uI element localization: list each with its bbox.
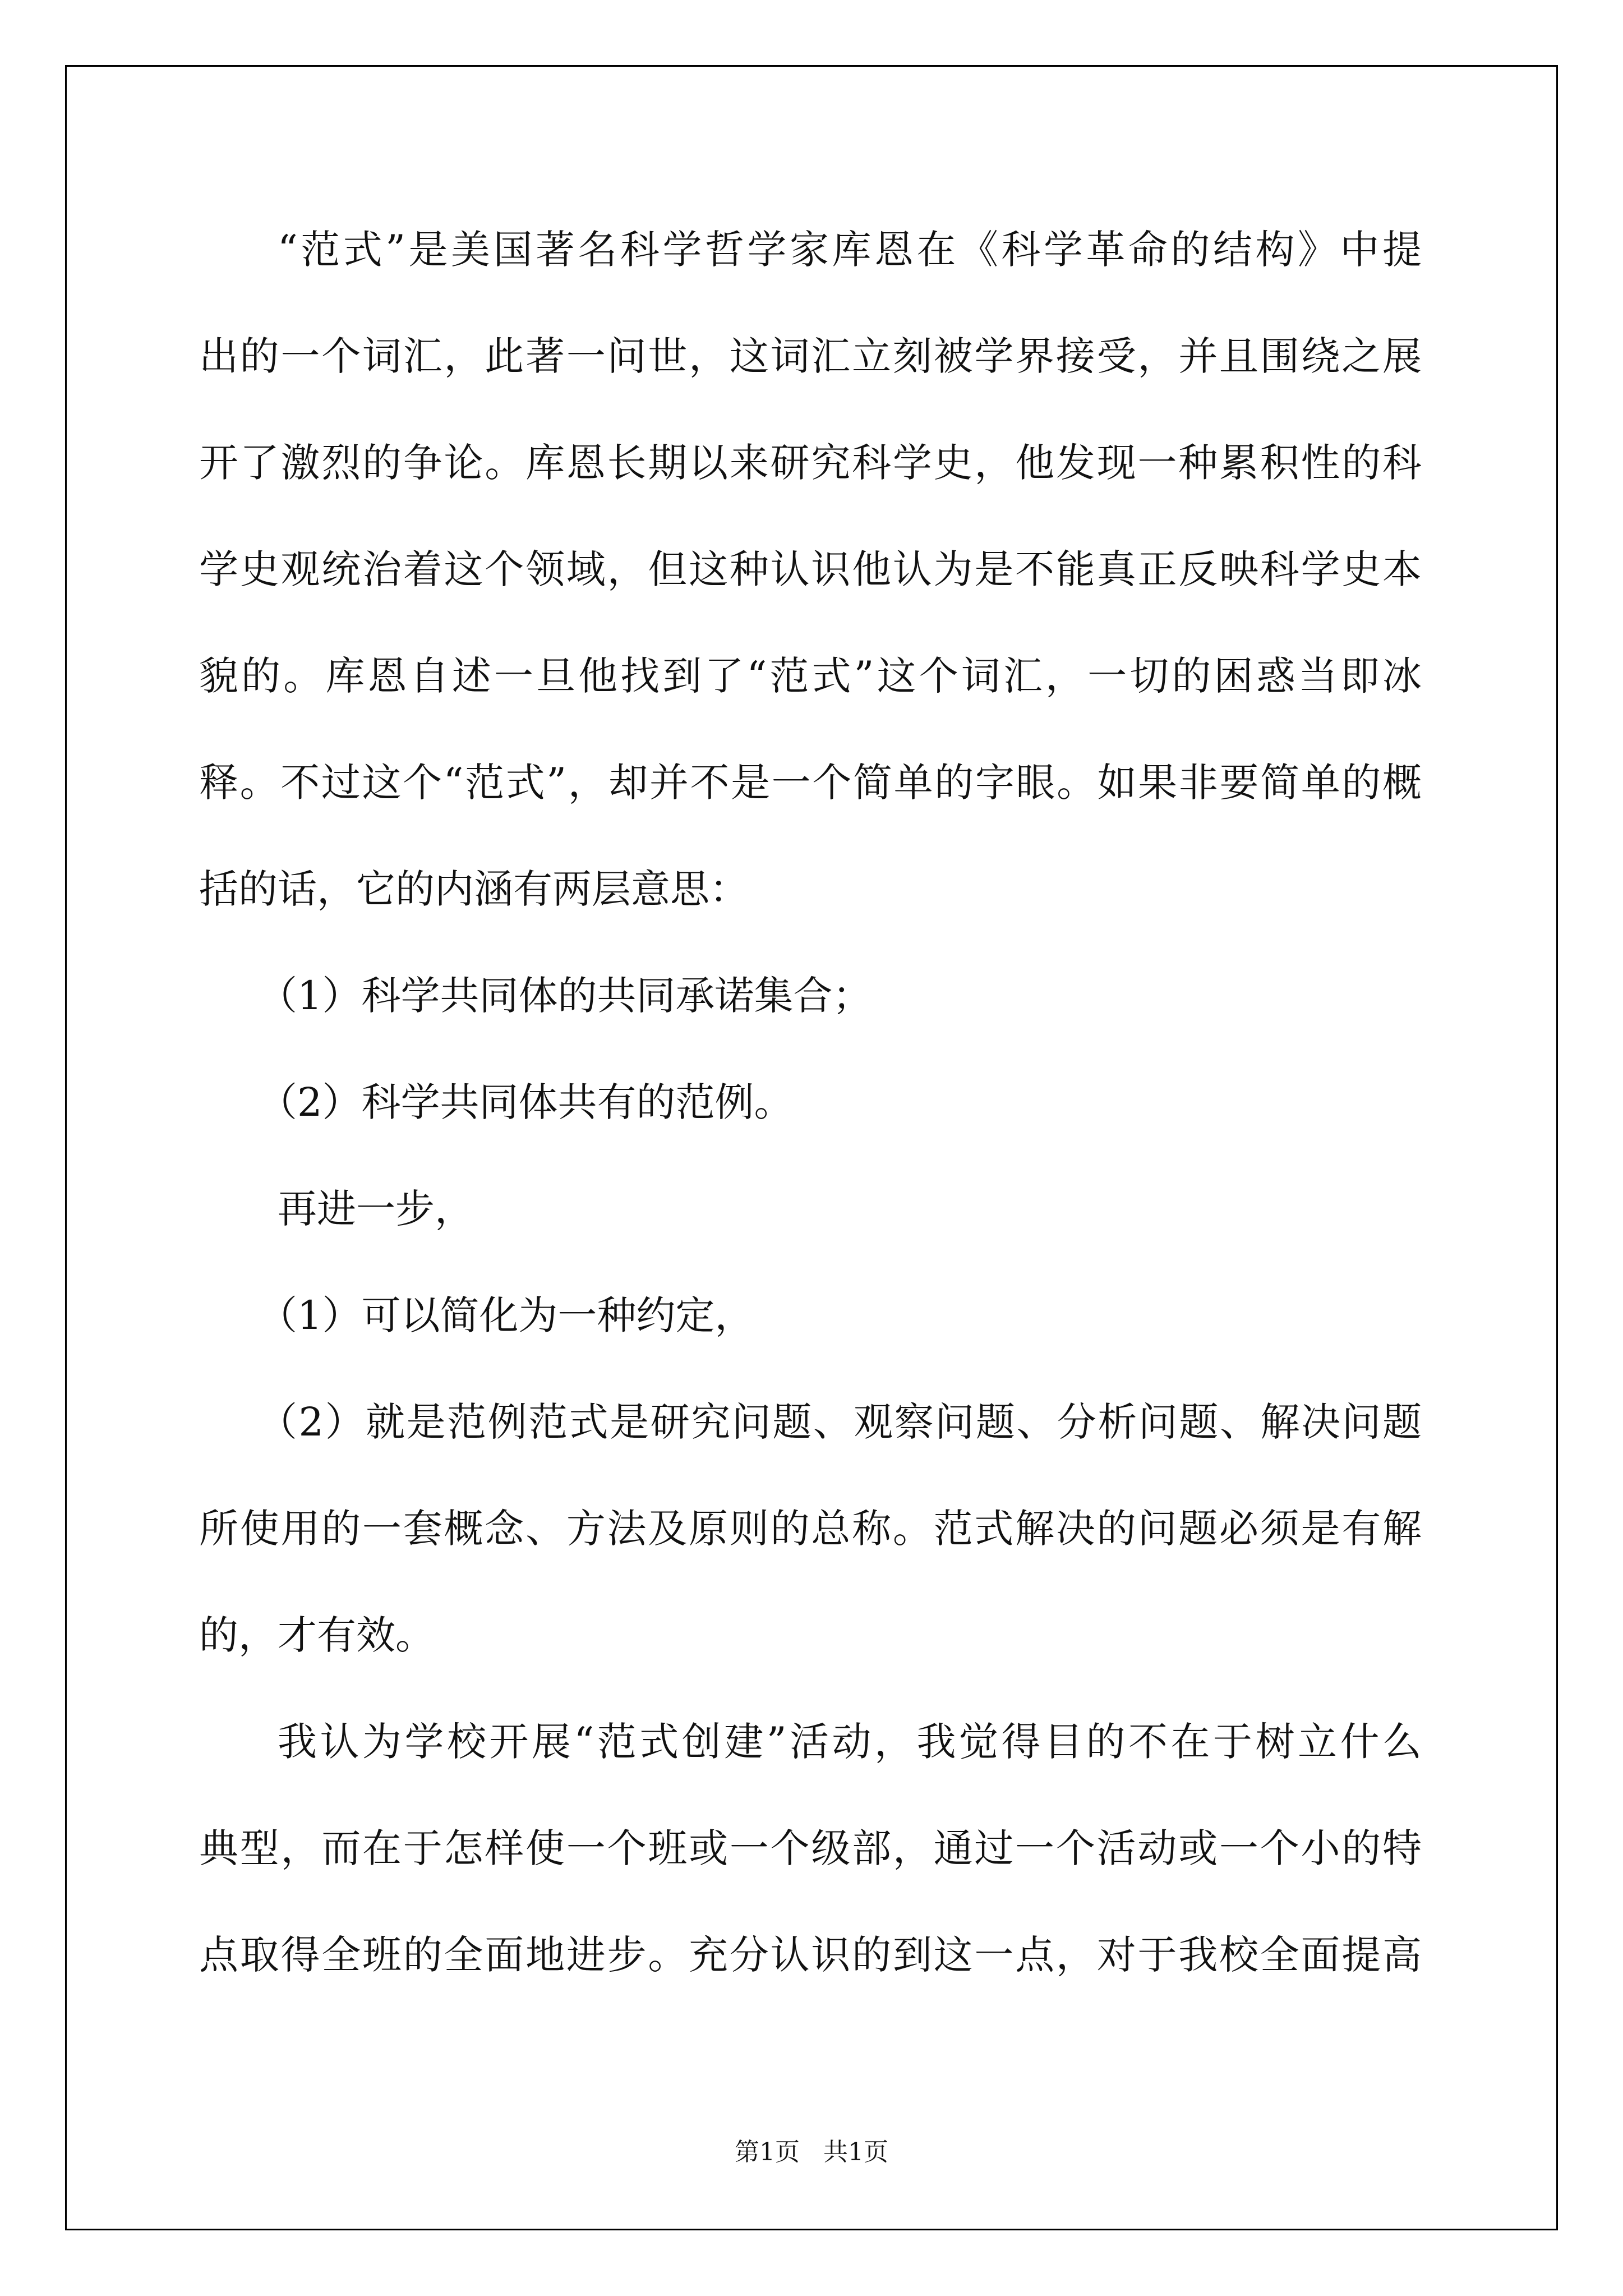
text-line: 所使用的一套概念、方法及原则的总称。范式解决的问题必须是有解 bbox=[199, 1506, 1422, 1552]
text-line: 出的一个词汇，此著一问世，这词汇立刻被学界接受，并且围绕之展 bbox=[199, 333, 1422, 379]
list-item: （1）科学共同体的共同承诺集合； bbox=[258, 973, 872, 1019]
text-line: 我认为学校开展“范式创建”活动，我觉得目的不在于树立什么 bbox=[278, 1719, 1422, 1765]
text-line: 再进一步， bbox=[278, 1186, 474, 1232]
total-pages: 共1页 bbox=[823, 2138, 888, 2166]
text-line: 释。不过这个“范式”，却并不是一个简单的字眼。如果非要简单的概 bbox=[199, 760, 1422, 806]
list-item: （2）科学共同体共有的范例。 bbox=[258, 1079, 794, 1125]
page-number: 第1页 bbox=[735, 2138, 800, 2166]
text-line: 貌的。库恩自述一旦他找到了“范式”这个词汇，一切的困惑当即冰 bbox=[199, 653, 1422, 699]
list-item: （2）就是范例范式是研究问题、观察问题、分析问题、解决问题 bbox=[258, 1399, 1422, 1445]
document-body bbox=[199, 210, 1422, 2022]
text-line: 学史观统治着这个领域，但这种认识他认为是不能真正反映科学史本 bbox=[199, 546, 1422, 592]
text-line: “范式”是美国著名科学哲学家库恩在《科学革命的结构》中提 bbox=[278, 227, 1422, 273]
text-line: 点取得全班的全面地进步。充分认识的到这一点，对于我校全面提高 bbox=[199, 1932, 1422, 1978]
text-line: 典型，而在于怎样使一个班或一个级部，通过一个活动或一个小的特 bbox=[199, 1825, 1422, 1871]
list-item: （1）可以简化为一种约定， bbox=[258, 1292, 754, 1338]
text-line: 开了激烈的争论。库恩长期以来研究科学史，他发现一种累积性的科 bbox=[199, 440, 1422, 486]
text-line: 括的话，它的内涵有两层意思： bbox=[199, 866, 749, 912]
page-footer bbox=[0, 2132, 1623, 2168]
footer-spacer bbox=[800, 2138, 823, 2166]
text-line: 的，才有效。 bbox=[199, 1612, 435, 1658]
